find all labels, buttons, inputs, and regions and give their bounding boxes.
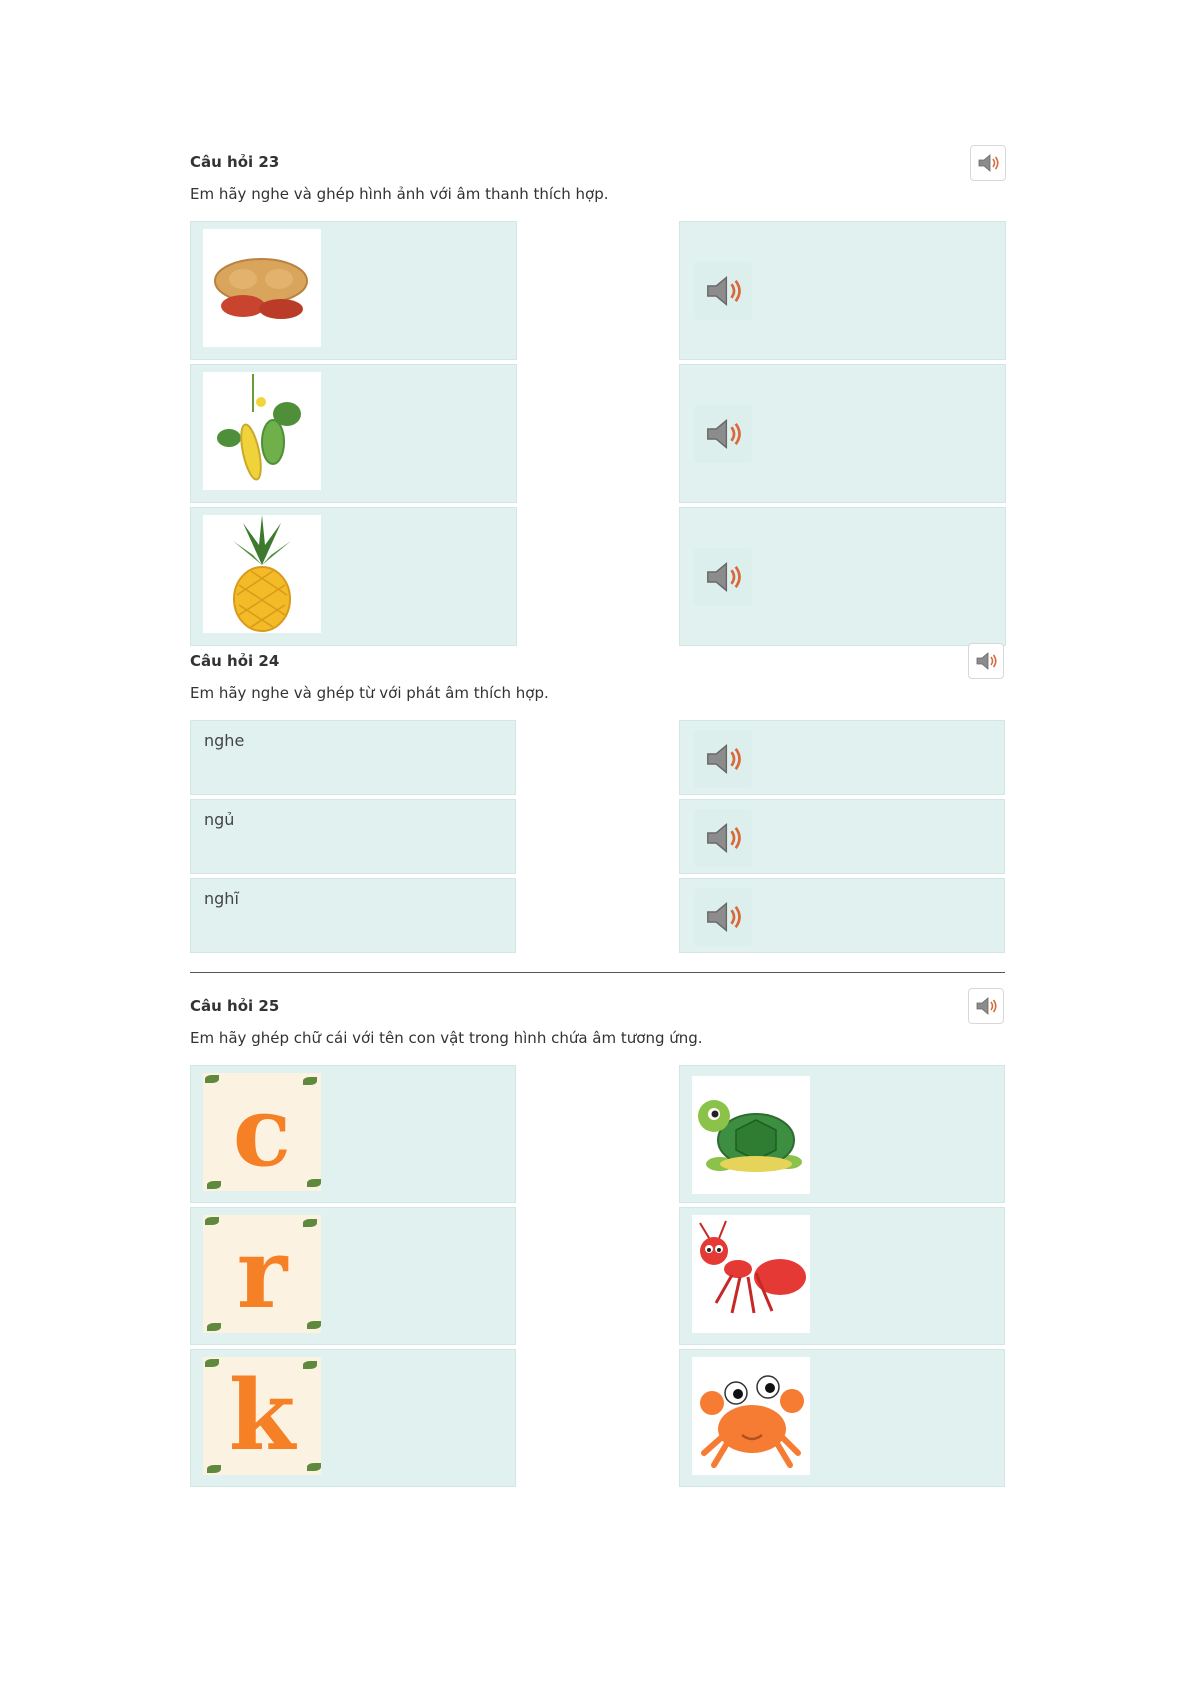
section-divider — [190, 972, 1005, 973]
letter-glyph: k — [228, 1359, 296, 1472]
question-23-instruction: Em hãy nghe và ghép hình ảnh với âm thanh thích hợp. — [190, 185, 609, 203]
crab-image — [692, 1357, 810, 1475]
question-24-title: Câu hỏi 24 — [190, 652, 280, 670]
q23-sound-option-3[interactable] — [679, 507, 1006, 646]
speaker-icon — [701, 269, 745, 313]
ant-image — [692, 1215, 810, 1333]
speaker-button[interactable] — [694, 262, 752, 320]
q23-image-option-3[interactable] — [190, 507, 517, 646]
speaker-icon — [701, 737, 745, 781]
pineapple-image — [203, 515, 321, 633]
letter-card — [203, 1073, 321, 1191]
q23-image-option-2[interactable] — [190, 364, 517, 503]
question-25-title: Câu hỏi 25 — [190, 997, 280, 1015]
speaker-icon — [701, 816, 745, 860]
speaker-button[interactable] — [694, 730, 752, 788]
q24-sound-option-1[interactable] — [679, 720, 1005, 795]
q25-animal-option-1[interactable] — [679, 1065, 1005, 1203]
q25-letter-option-3[interactable] — [190, 1349, 516, 1487]
q24-word-option-1[interactable] — [190, 720, 516, 795]
turtle-image — [692, 1076, 810, 1194]
q25-letter-option-1[interactable] — [190, 1065, 516, 1203]
question-23-audio-button[interactable] — [970, 145, 1006, 181]
letter-card — [203, 1357, 321, 1475]
peanut-image — [203, 229, 321, 347]
question-24-instruction: Em hãy nghe và ghép từ với phát âm thích hợp. — [190, 684, 549, 702]
letter-glyph: r — [236, 1217, 288, 1330]
question-25-audio-button[interactable] — [968, 988, 1004, 1024]
speaker-button[interactable] — [694, 548, 752, 606]
speaker-button[interactable] — [694, 405, 752, 463]
word-label: nghe — [204, 731, 245, 750]
question-23-title: Câu hỏi 23 — [190, 153, 280, 171]
word-label: nghĩ — [204, 889, 239, 908]
q25-animal-option-3[interactable] — [679, 1349, 1005, 1487]
word-label: ngủ — [204, 810, 235, 829]
bitter-melon-image — [203, 372, 321, 490]
q25-letter-option-2[interactable] — [190, 1207, 516, 1345]
speaker-icon — [701, 555, 745, 599]
speaker-icon — [973, 648, 999, 674]
q24-word-option-2[interactable] — [190, 799, 516, 874]
question-25-instruction: Em hãy ghép chữ cái với tên con vật trong hình chứa âm tương ứng. — [190, 1029, 703, 1047]
letter-glyph: c — [232, 1075, 292, 1188]
speaker-icon — [701, 412, 745, 456]
speaker-icon — [701, 895, 745, 939]
speaker-icon — [975, 150, 1001, 176]
q24-word-option-3[interactable] — [190, 878, 516, 953]
speaker-button[interactable] — [694, 809, 752, 867]
q24-sound-option-3[interactable] — [679, 878, 1005, 953]
speaker-icon — [973, 993, 999, 1019]
q24-sound-option-2[interactable] — [679, 799, 1005, 874]
q25-animal-option-2[interactable] — [679, 1207, 1005, 1345]
speaker-button[interactable] — [694, 888, 752, 946]
q23-sound-option-2[interactable] — [679, 364, 1006, 503]
q23-image-option-1[interactable] — [190, 221, 517, 360]
letter-card — [203, 1215, 321, 1333]
q23-sound-option-1[interactable] — [679, 221, 1006, 360]
question-24-audio-button[interactable] — [968, 643, 1004, 679]
